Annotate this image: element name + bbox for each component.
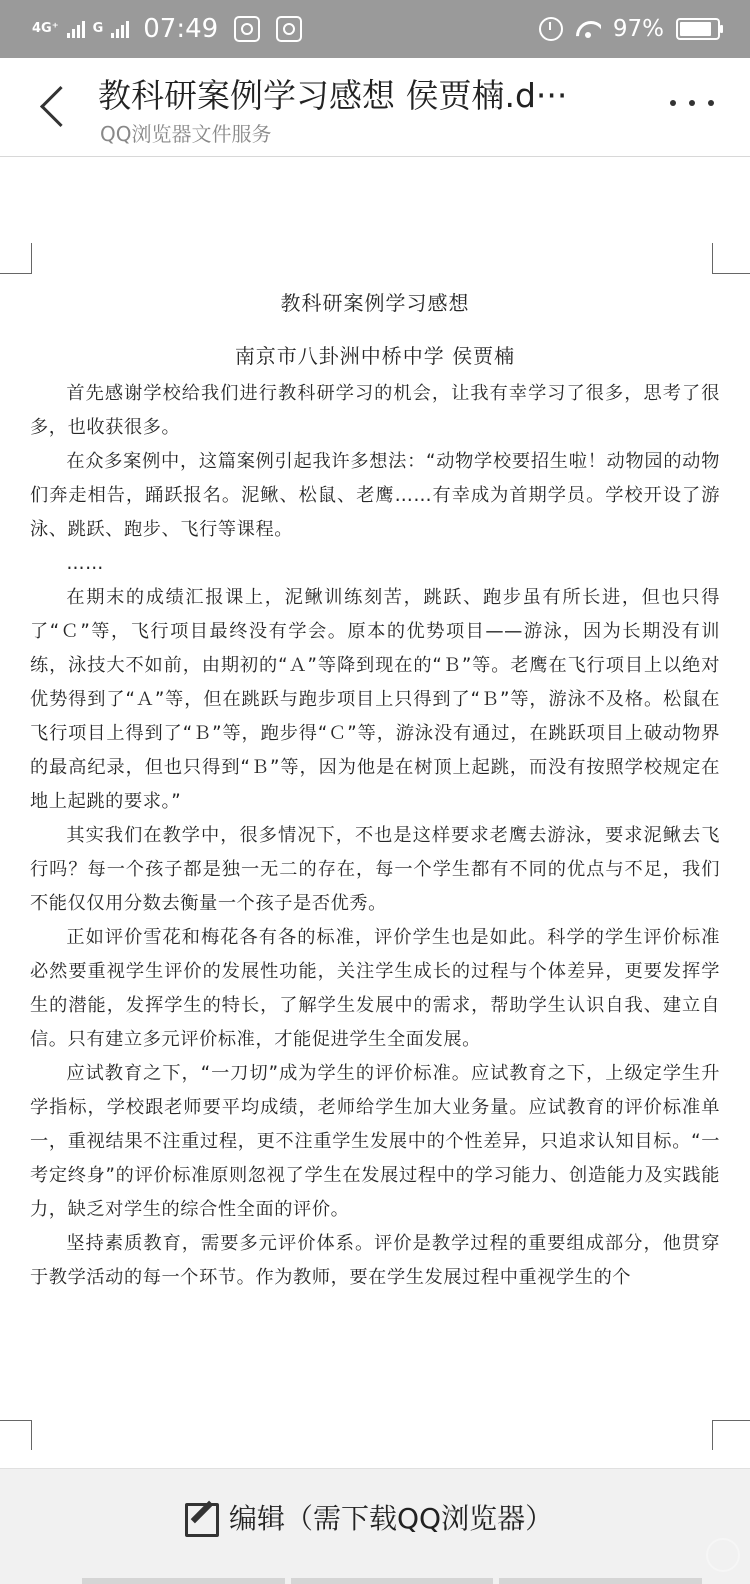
app-notification-icon-2 xyxy=(276,16,302,42)
paragraph: 应试教育之下，“一刀切”成为学生的评价标准。应试教育之下，上级定学生升学指标，学校跟老师要平均成绩，老师给学生加大业务量。应试教育的评价标准单一，重视结果不注重过程，更不注重学生发展中的个性差异，只追求认知目标。“一考定终身”的评价标准原则忽视了学生在发展过程中的学习能力、创造能力及实践能力，缺乏对学生的综合性全面的评价。 xyxy=(30,1063,720,1220)
bottom-indicator xyxy=(82,1578,702,1584)
page-subtitle: QQ浏览器文件服务 xyxy=(100,122,272,146)
status-right xyxy=(539,16,720,42)
paragraph: …… xyxy=(66,553,104,574)
corner-mark xyxy=(712,273,750,274)
page-title: 教科研案例学习感想 侯贾楠.d··· xyxy=(98,76,568,115)
title-bar xyxy=(0,58,750,157)
document-author: 南京市八卦洲中桥中学 侯贾楠 xyxy=(234,344,516,368)
back-arrow-icon[interactable] xyxy=(26,76,82,136)
corner-mark xyxy=(31,1420,32,1450)
alarm-icon xyxy=(539,17,563,41)
document-title: 教科研案例学习感想 xyxy=(280,291,470,315)
document-body xyxy=(30,377,720,1295)
wifi-icon xyxy=(575,19,601,39)
battery-fill xyxy=(680,22,711,36)
paragraph: 坚持素质教育，需要多元评价体系。评价是教学过程的重要组成部分，他贯穿于教学活动的每一个环节。作为教师，要在学生发展过程中重视学生的个 xyxy=(30,1233,720,1288)
network-type-2: G xyxy=(92,21,104,36)
signal-icon-2 xyxy=(111,20,129,38)
corner-mark xyxy=(31,243,32,274)
corner-mark xyxy=(0,1420,31,1421)
corner-mark xyxy=(712,243,713,274)
more-options-icon[interactable] xyxy=(664,94,720,112)
network-type-1: 4G⁺ xyxy=(32,21,59,36)
paragraph: 在期末的成绩汇报课上，泥鳅训练刻苦，跳跃、跑步虽有所长进，但也只得了“Ｃ”等，飞行项目最终没有学会。原本的优势项目——游泳，因为长期没有训练，泳技大不如前，由期初的“Ａ”等降到现在的“Ｂ”等。老鹰在飞行项目上以绝对优势得到了“Ａ”等，但在跳跃与跑步项目上只得到了“Ｂ”等，游泳不及格。松鼠在飞行项目上得到了“Ｂ”等，跑步得“Ｃ”等，游泳没有通过，在跳跃项目上破动物界的最高纪录，但也只得到“Ｂ”等，因为他是在树顶上起跳，而没有按照学校规定在地上起跳的要求。” xyxy=(30,587,720,812)
battery-icon xyxy=(676,18,720,40)
battery-percent: 97% xyxy=(612,16,664,42)
watermark-logo xyxy=(644,1538,740,1572)
document-page xyxy=(30,275,720,1295)
signal-icon-1 xyxy=(67,20,85,38)
status-bar xyxy=(0,0,750,58)
paragraph: 其实我们在教学中，很多情况下，不也是这样要求老鹰去游泳，要求泥鳅去飞行吗？每一个孩子都是独一无二的存在，每一个学生都有不同的优点与不足，我们不能仅仅用分数去衡量一个孩子是否优秀。 xyxy=(30,825,720,914)
edit-button-label: 编辑（需下载QQ浏览器） xyxy=(229,1502,554,1535)
status-left xyxy=(32,14,302,44)
paragraph: 首先感谢学校给我们进行教科研学习的机会，让我有幸学习了很多，思考了很多，也收获很多。 xyxy=(30,383,720,438)
corner-mark xyxy=(712,1420,713,1450)
edit-icon xyxy=(183,1497,223,1537)
edit-button[interactable] xyxy=(183,1497,553,1537)
paragraph: 在众多案例中，这篇案例引起我许多想法：“动物学校要招生啦！动物园的动物们奔走相告，踊跃报名。泥鳅、松鼠、老鹰……有幸成为首期学员。学校开设了游泳、跳跃、跑步、飞行等课程。 xyxy=(30,451,720,540)
app-notification-icon xyxy=(234,16,260,42)
clock: 07:49 xyxy=(143,14,219,44)
corner-mark xyxy=(712,1420,750,1421)
bottom-bar xyxy=(0,1468,750,1584)
corner-mark xyxy=(0,273,31,274)
paragraph: 正如评价雪花和梅花各有各的标准，评价学生也是如此。科学的学生评价标准必然要重视学生评价的发展性功能，关注学生成长的过程与个体差异，更要发挥学生的潜能，发挥学生的特长，了解学生发展中的需求，帮助学生认识自我、建立自信。只有建立多元评价标准，才能促进学生全面发展。 xyxy=(30,927,720,1050)
